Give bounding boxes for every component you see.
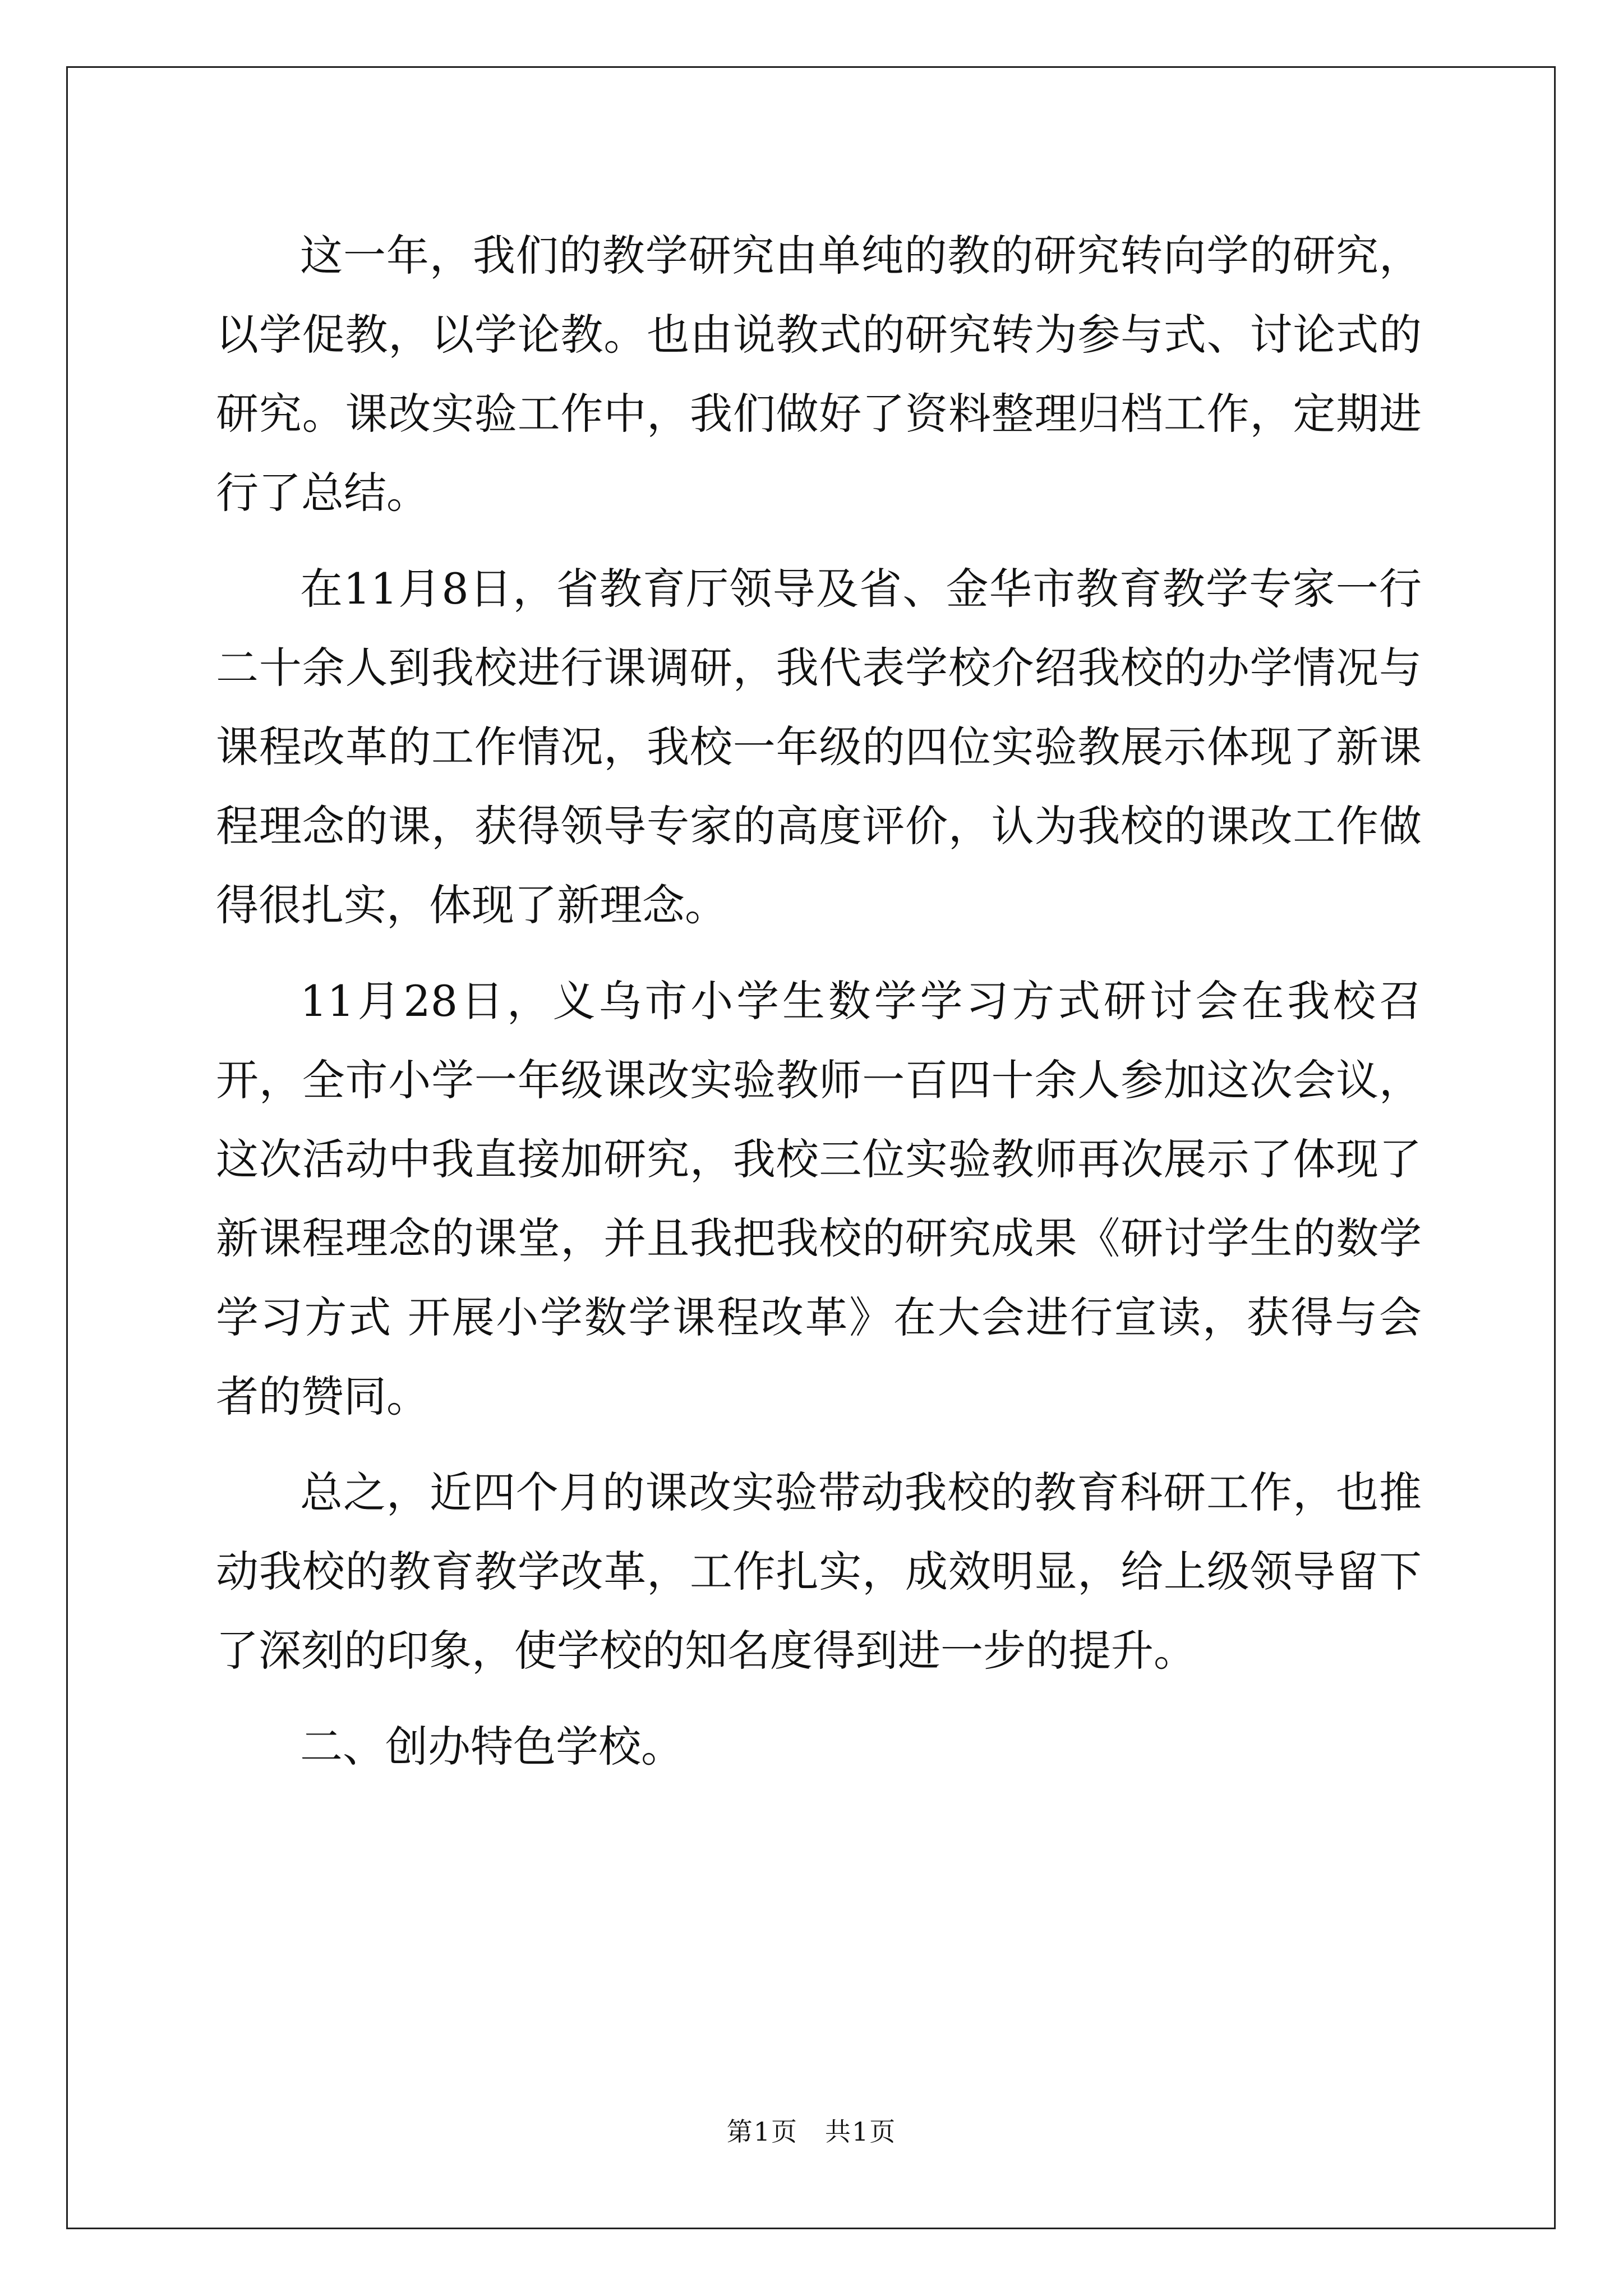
document-body bbox=[216, 216, 1422, 1803]
section-heading: 二、创办特色学校。 bbox=[300, 1722, 684, 1772]
paragraph-4: 总之，近四个月的课改实验带动我校的教育科研工作，也推动我校的教育教学改革，工作扎实，成效明显，给上级领导留下了深刻的印象，使学校的知名度得到进一步的提升。 bbox=[216, 1467, 1422, 1676]
paragraph-1: 这一年，我们的教学研究由单纯的教的研究转向学的研究，以学促教，以学论教。也由说教式的研究转为参与式、讨论式的研究。课改实验工作中，我们做好了资料整理归档工作，定期进行了总结。 bbox=[216, 231, 1422, 518]
page-number-footer: 第1页 共1页 bbox=[726, 2116, 897, 2147]
paragraph-2: 在11月8日，省教育厅领导及省、金华市教育教学专家一行二十余人到我校进行课调研，我代表学校介绍我校的办学情况与课程改革的工作情况，我校一年级的四位实验教展示体现了新课程理念的课，获得领导专家的高度评价，认为我校的课改工作做得很扎实，体现了新理念。 bbox=[216, 564, 1422, 930]
paragraph-3: 11月28日，义乌市小学生数学学习方式研讨会在我校召开，全市小学一年级课改实验教师一百四十余人参加这次会议，这次活动中我直接加研究，我校三位实验教师再次展示了体现了新课程理念的课堂，并且我把我校的研究成果《研讨学生的数学学习方式 开展小学数学课程改革》在大会进行宣读，获得与会者的赞同。 bbox=[216, 976, 1422, 1421]
